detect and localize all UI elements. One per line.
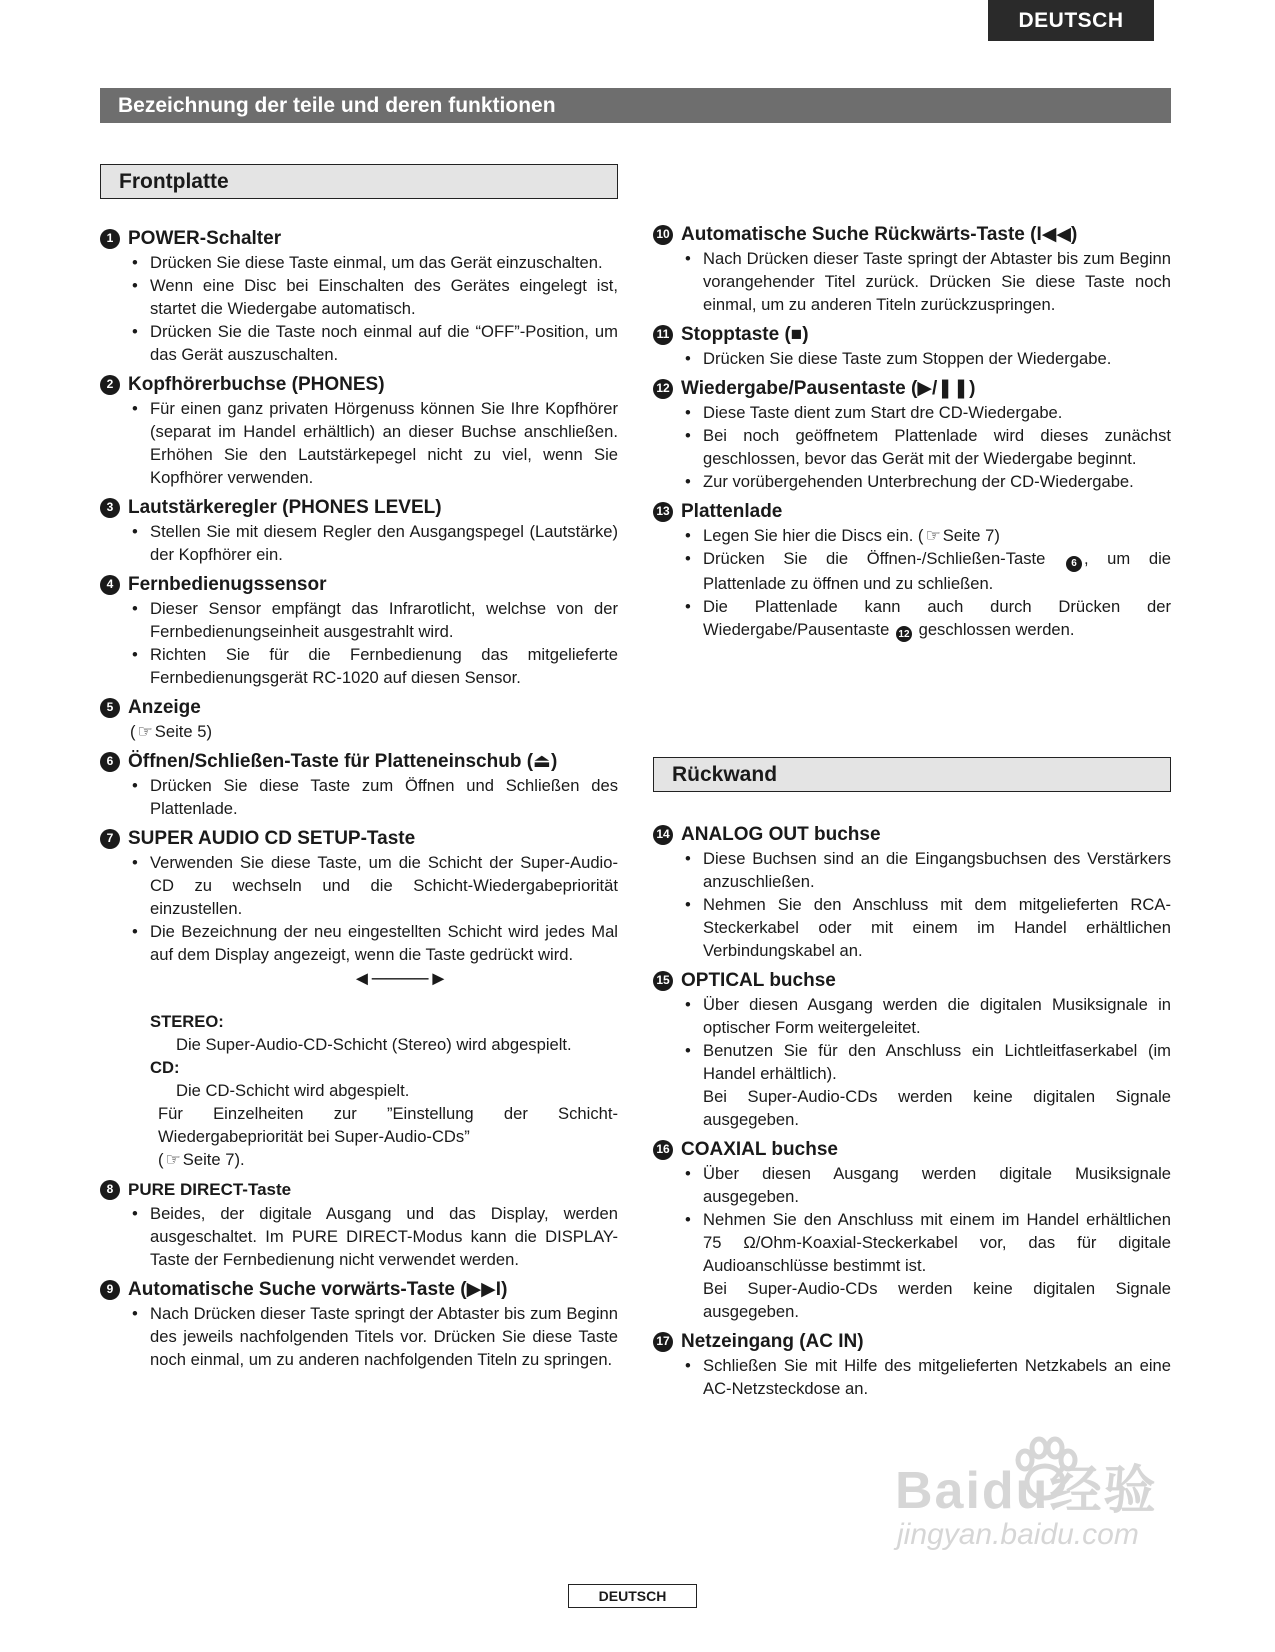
item-skip-forward [100,1277,618,1371]
item-heading: Plattenlade [681,501,783,522]
cd-description: Die CD-Schicht wird abgespielt. [176,1081,410,1100]
reference-text: Seite 5) [154,722,212,741]
note-text: Bei Super-Audio-CDs werden keine digitalen Signale ausgegeben. [703,1279,1171,1321]
item-heading: Automatische Suche vorwärts-Taste (▶▶I) [128,1279,508,1300]
right-column-rear [653,822,1171,1406]
item-heading: Kopfhörerbuchse (PHONES) [128,374,385,395]
list-text: Legen Sie hier die Discs ein. ( [703,526,924,545]
item-number: 10 [653,225,673,245]
item-number: 13 [653,502,673,522]
footer-language-label: DEUTSCH [568,1584,697,1608]
list-item: • Richten Sie für die Fernbedienung das mitgelieferte Fernbedienungsgerät RC-1020 auf diesen Sensor. [130,643,618,689]
list-item: • Verwenden Sie diese Taste, um die Schicht der Super-Audio-CD zu wechseln und die Schicht-Wiedergabepriorität einzustellen. [130,851,618,920]
item-display [100,695,618,743]
item-number: 5 [100,698,120,718]
item-heading: Anzeige [128,697,201,718]
item-phones-jack [100,372,618,489]
item-optical-out [653,968,1171,1131]
item-heading: Stopptaste (■) [681,324,809,345]
item-heading: ANALOG OUT buchse [681,824,881,845]
item-heading: Lautstärkeregler (PHONES LEVEL) [128,497,442,518]
item-number: 7 [100,829,120,849]
item-heading: Wiedergabe/Pausentaste (▶/❚❚) [681,378,976,399]
list-item: • Über diesen Ausgang werden die digitalen Musiksignale in optischer Form weitergeleitet. [683,993,1171,1039]
item-heading: SUPER AUDIO CD SETUP-Taste [128,828,416,849]
item-ac-in [653,1329,1171,1400]
item-number: 15 [653,971,673,991]
list-item: • Beides, der digitale Ausgang und das Display, werden ausgeschaltet. Im PURE DIRECT-Modus kann die DISPLAY-Taste der Fernbedienung nicht verwendet werden. [130,1202,618,1271]
list-item: • Drücken Sie die Taste noch einmal auf die “OFF”-Position, um das Gerät auszuschalten. [130,320,618,366]
layer-toggle-diagram [100,966,618,1010]
list-item [683,547,1171,595]
item-number: 1 [100,229,120,249]
watermark [885,1440,1205,1560]
item-disc-tray [653,499,1171,642]
item-number: 2 [100,375,120,395]
list-item: • Stellen Sie mit diesem Regler den Ausgangspegel (Lautstärke) der Kopfhörer ein. [130,520,618,566]
list-item: • Die Bezeichnung der neu eingestellten Schicht wird jedes Mal auf dem Display angezeigt, wenn die Taste gedrückt wird. [130,920,618,966]
list-item: • Nehmen Sie den Anschluss mit dem mitgelieferten RCA-Steckerkabel oder mit einem im Handel erhältlichen Verbindungskabel an. [683,893,1171,962]
item-number: 9 [100,1280,120,1300]
inline-item-number: 6 [1066,556,1082,572]
pointing-hand-icon: ☞ [137,722,153,741]
note-text: Bei Super-Audio-CDs werden keine digitalen Signale ausgegeben. [703,1087,1171,1129]
item-coaxial-out [653,1137,1171,1323]
item-heading: PURE DIRECT-Taste [128,1180,292,1199]
item-number: 4 [100,575,120,595]
item-number: 3 [100,498,120,518]
item-heading: Öffnen/Schließen-Taste für Platteneinschub (⏏) [128,751,558,772]
page-reference [100,1148,618,1171]
item-heading: COAXIAL buchse [681,1139,838,1160]
list-text: Die Plattenlade kann auch durch Drücken der Wiedergabe/Pausentaste [703,596,1171,639]
page-reference [100,720,618,743]
item-analog-out [653,822,1171,962]
watermark-text: Baidu经验 [895,1462,1158,1520]
inline-item-number: 12 [896,626,912,642]
list-item: • Drücken Sie diese Taste zum Stoppen der Wiedergabe. [683,347,1171,370]
list-item: • Diese Buchsen sind an die Eingangsbuchsen des Verstärkers anzuschließen. [683,847,1171,893]
left-column [100,226,618,1377]
item-sacd-setup [100,826,618,1171]
item-phones-level [100,495,618,566]
list-item: • Dieser Sensor empfängt das Infrarotlicht, welchse von der Fernbedienungseinheit ausgestrahlt wird. [130,597,618,643]
item-skip-backward [653,222,1171,316]
item-play-pause [653,376,1171,493]
item-number: 11 [653,325,673,345]
item-power-switch [100,226,618,366]
list-item [683,524,1171,547]
section-header-front: Frontplatte [100,164,618,199]
list-item: • Diese Taste dient zum Start dre CD-Wiedergabe. [683,401,1171,424]
item-heading: OPTICAL buchse [681,970,836,991]
item-number: 8 [100,1180,120,1200]
double-arrow-icon: ◄────► [352,968,449,990]
list-item: • Drücken Sie diese Taste zum Öffnen und Schließen des Plattenlade. [130,774,618,820]
item-remote-sensor [100,572,618,689]
stereo-description: Die Super-Audio-CD-Schicht (Stereo) wird abgespielt. [176,1035,572,1054]
item-heading: Fernbedienugssensor [128,574,327,595]
item-number: 12 [653,379,673,399]
list-item: • Über diesen Ausgang werden digitale Musiksignale ausgegeben. [683,1162,1171,1208]
list-item: • Nach Drücken dieser Taste springt der Abtaster bis zum Beginn des jeweils nachfolgenden Titels vor. Drücken Sie diese Taste noch einmal, um zu anderen nachfolgenden Titeln zu springen. [130,1302,618,1371]
list-item: • Bei noch geöffnetem Plattenlade wird dieses zunächst geschlossen, bevor das Gerät mit der Wiedergabe beginnt. [683,424,1171,470]
list-item: • Zur vorübergehenden Unterbrechung der CD-Wiedergabe. [683,470,1171,493]
item-heading: Netzeingang (AC IN) [681,1331,864,1352]
reference-text: Seite 7) [942,526,1000,545]
item-number: 17 [653,1332,673,1352]
item-pure-direct [100,1177,618,1271]
list-item: • Wenn eine Disc bei Einschalten des Gerätes eingelegt ist, startet die Wiedergabe automatisch. [130,274,618,320]
language-tab: DEUTSCH [988,0,1154,41]
item-heading: POWER-Schalter [128,228,282,249]
list-item: • Benutzen Sie für den Anschluss ein Lichtleitfaserkabel (im Handel erhältlich). [683,1039,1171,1085]
list-item: • Nach Drücken dieser Taste springt der Abtaster bis zum Beginn vorangehender Titel zurück. Drücken Sie diese Taste noch einmal, um zu anderen Titeln zurückzuspringen. [683,247,1171,316]
item-number: 6 [100,752,120,772]
right-column-front [653,222,1171,648]
cd-label: CD: [150,1058,180,1077]
list-item: • Nehmen Sie den Anschluss mit einem im Handel erhältlichen 75 Ω/Ohm-Koaxial-Steckerkabel vor, das für digitale Audioanschlüsse bestimmt ist. [683,1208,1171,1277]
reference-text: Seite 7). [182,1150,245,1169]
list-item: • Für einen ganz privaten Hörgenuss können Sie Ihre Kopfhörer (separat im Handel erhältlich) an dieser Buchse anschließen. Erhöhen Sie den Lautstärkepegel nicht zu viel, wenn Sie Kopfhörer verwenden. [130,397,618,489]
list-text: Drücken Sie die Öffnen-/Schließen-Taste [703,549,1046,568]
reference-paren: ( [130,722,136,741]
item-number: 14 [653,825,673,845]
pointing-hand-icon: ☞ [165,1150,181,1169]
watermark-url: jingyan.baidu.com [897,1518,1139,1551]
details-note: Für Einzelheiten zur ”Einstellung der Schicht-Wiedergabepriorität bei Super-Audio-CDs” [158,1104,618,1146]
item-heading: Automatische Suche Rückwärts-Taste (I◀◀) [681,224,1078,245]
list-item: • Schließen Sie mit Hilfe des mitgelieferten Netzkabels an eine AC-Netzsteckdose an. [683,1354,1171,1400]
list-item: • Drücken Sie diese Taste einmal, um das Gerät einzuschalten. [130,251,618,274]
list-text: , um die Plattenlade zu öffnen und zu schließen. [703,549,1171,593]
list-text: geschlossen werden. [918,619,1075,639]
stereo-label: STEREO: [150,1012,224,1031]
item-stop-button [653,322,1171,370]
section-header-rear: Rückwand [653,757,1171,792]
pointing-hand-icon: ☞ [925,526,941,545]
list-item [683,595,1171,643]
reference-paren: ( [158,1150,164,1169]
page-title: Bezeichnung der teile und deren funktionen [100,88,1171,123]
item-open-close-button [100,749,618,820]
item-number: 16 [653,1140,673,1160]
